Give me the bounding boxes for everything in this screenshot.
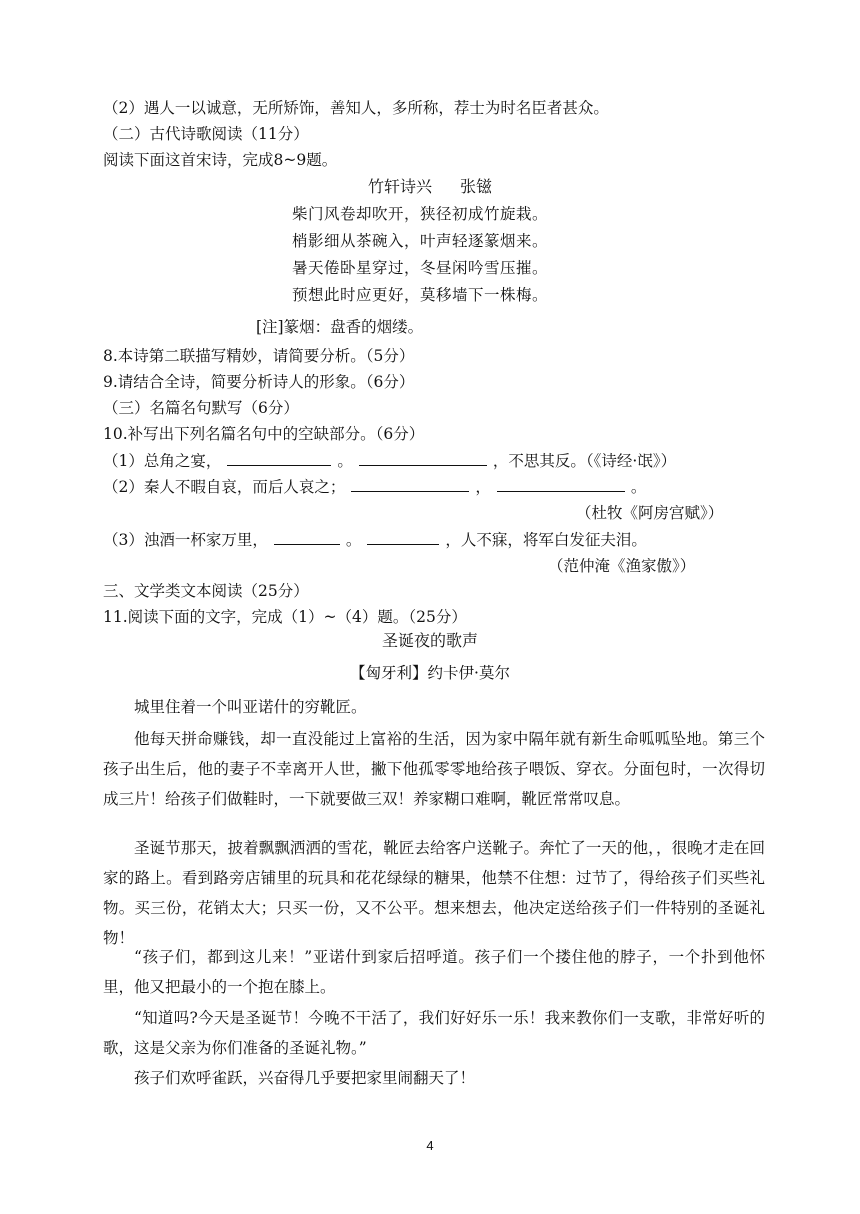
- story-paragraph-3: 圣诞节那天，披着飘飘洒洒的雪花，靴匠去给客户送靴子。奔忙了一天的他，，很晚才走在回家的路上。看到路旁店铺里的玩具和花花绿绿的糖果，他禁不住想：过节了，得给孩子们买些礼物。买三份，花销太大；只买一份，又不公平。想来想去，他决定送给孩子们一件特别的圣诞礼物！: [103, 839, 765, 947]
- question-10-item-1: （1）总角之宴， 。 ，不思其反。（《诗经·氓》）: [103, 449, 676, 472]
- story-paragraph-2: 他每天拼命赚钱，却一直没能过上富裕的生活，因为家中隔年就有新生命呱呱坠地。第三个孩子出生后，他的妻子不幸离开人世，撇下他孤零零地给孩子喂饭、穿衣。分面包时，一次得切成三片！给孩子们做鞋时，一下就要做三双！养家糊口难啊，靴匠常常叹息。: [103, 730, 765, 808]
- section-heading-poetry: （二）古代诗歌阅读（11分）: [103, 125, 309, 143]
- answer-blank[interactable]: [367, 528, 439, 545]
- poem-note: [注]篆烟：盘香的烟缕。: [256, 318, 424, 336]
- source-fan-zhongyan: （范仲淹《渔家傲》）: [548, 557, 696, 575]
- story-paragraph-1: 城里住着一个叫亚诺什的穷靴匠。: [134, 698, 367, 716]
- question-10-item-2: （2）秦人不暇自哀，而后人哀之； ， 。: [103, 475, 646, 498]
- question-9: 9.请结合全诗，简要分析诗人的形象。（6分）: [103, 373, 415, 391]
- page-number: 4: [426, 1138, 434, 1153]
- story-paragraph-4: “孩子们，都到这儿来！”亚诺什到家后招呼道。孩子们一个搂住他的脖子，一个扑到他怀里，他又把最小的一个抱在膝上。: [103, 948, 765, 996]
- poem-header: [0, 176, 860, 198]
- answer-blank[interactable]: [274, 528, 340, 545]
- poem-author: 张镃: [460, 177, 493, 196]
- answer-line-2: （2）遇人一以诚意，无所矫饰，善知人，多所称，荐士为时名臣者甚众。: [103, 99, 609, 117]
- question-11: 11.阅读下面的文字，完成（1）~（4）题。（25分）: [103, 608, 467, 626]
- poem-line-3: 暑天倦卧星穿过，冬昼闲吟雪压摧。: [292, 259, 549, 277]
- source-du-mu: （杜牧《阿房宫赋》）: [576, 504, 724, 522]
- poem-title: 竹轩诗兴: [367, 177, 432, 196]
- question-10: 10.补写出下列名篇名句中的空缺部分。（6分）: [103, 425, 425, 443]
- poem-line-1: 柴门风卷却吹开，狭径初成竹旋栽。: [292, 205, 549, 223]
- question-10-item-3: （3）浊酒一杯家万里， 。 ，人不寐，将军白发征夫泪。: [103, 528, 647, 551]
- poem-line-2: 梢影细从茶碗入，叶声轻逐篆烟来。: [292, 232, 549, 250]
- answer-blank[interactable]: [351, 475, 469, 492]
- answer-blank[interactable]: [497, 475, 625, 492]
- instruction-poem: 阅读下面这首宋诗，完成8~9题。: [103, 151, 338, 169]
- story-paragraph-5: “知道吗?今天是圣诞节！今晚不干活了，我们好好乐一乐！我来教你们一支歌，非常好听的歌，这是父亲为你们准备的圣诞礼物。”: [103, 1009, 765, 1057]
- story-paragraph-6: 孩子们欢呼雀跃，兴奋得几乎要把家里闹翻天了！: [134, 1069, 476, 1087]
- story-author: 【匈牙利】约卡伊·莫尔: [350, 664, 510, 682]
- story-title: 圣诞夜的歌声: [381, 631, 478, 650]
- part-3-heading: 三、文学类文本阅读（25分）: [103, 582, 309, 600]
- answer-blank[interactable]: [227, 449, 331, 466]
- section-heading-dictation: （三）名篇名句默写（6分）: [103, 399, 299, 417]
- poem-line-4: 预想此时应更好，莫移墙下一株梅。: [292, 286, 549, 304]
- answer-blank[interactable]: [359, 449, 487, 466]
- question-8: 8.本诗第二联描写精妙，请简要分析。（5分）: [103, 347, 415, 365]
